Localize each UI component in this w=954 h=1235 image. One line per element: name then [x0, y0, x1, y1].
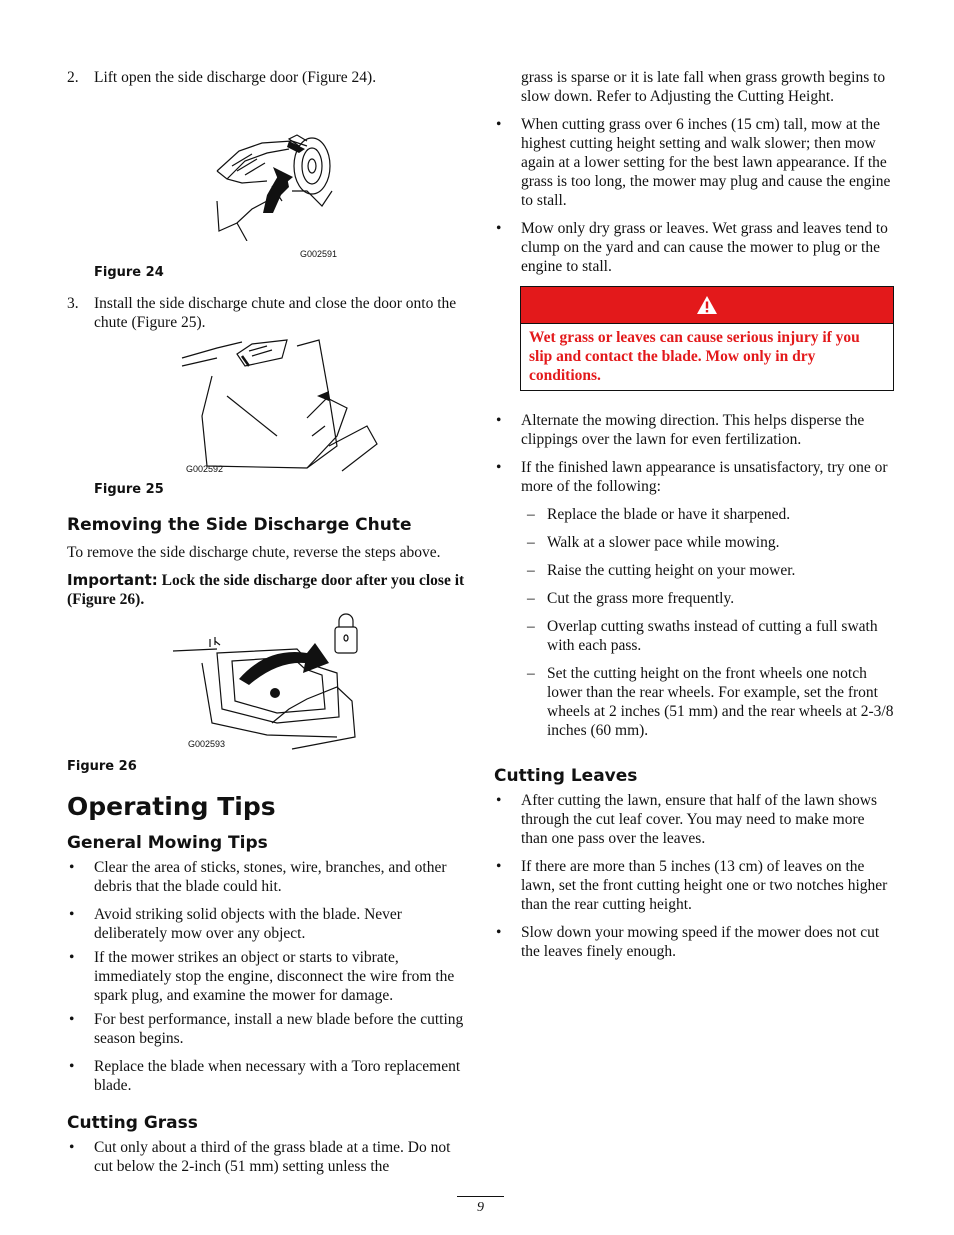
important-note: [67, 571, 467, 609]
install-chute-illustration: [67, 336, 467, 476]
lock-discharge-door-illustration: [67, 613, 467, 753]
section-heading-cutting-leaves: Cutting Leaves: [494, 766, 638, 786]
figure-caption: Figure 25: [94, 482, 164, 497]
step-text: Lift open the side discharge door (Figure 24).: [94, 69, 377, 86]
left-column: [67, 68, 467, 1185]
list-item: • Cut only about a third of the grass blade at a time. Do not cut below the 2-inch (51 mm) setting unless the: [69, 1139, 451, 1175]
figure-26: [67, 613, 467, 753]
dash-list: [494, 505, 894, 740]
step-3: [67, 294, 467, 332]
list-item: • For best performance, install a new blade before the cutting season begins.: [69, 1011, 464, 1047]
page-number: 9: [457, 1196, 504, 1216]
step-number: 3.: [67, 295, 79, 312]
warning-text: Wet grass or leaves can cause serious injury if you slip and contact the blade. Mow only in dry conditions.: [529, 329, 860, 384]
list-item: • Alternate the mowing direction. This helps disperse the clippings over the lawn for even fertilization.: [496, 412, 865, 448]
list-item: • Mow only dry grass or leaves. Wet grass and leaves tend to clump on the yard and can cause the mower to plug or the engine to stall.: [496, 220, 888, 275]
step-text: Install the side discharge chute and close the door onto the chute (Figure 25).: [94, 295, 457, 331]
dash-item: – Walk at a slower pace while mowing.: [527, 534, 780, 551]
right-column: [494, 68, 894, 970]
warning-header-bar: [521, 287, 893, 324]
list-item: • If there are more than 5 inches (13 cm) of leaves on the lawn, set the front cutting height one or two notches higher than the rear cutting height.: [496, 858, 888, 913]
figure-caption: Figure 24: [94, 265, 164, 280]
continued-text: grass is sparse or it is late fall when grass growth begins to slow down. Refer to Adjusting the Cutting Height.: [521, 69, 886, 105]
section-heading-cutting-grass: Cutting Grass: [67, 1113, 198, 1133]
list-item: • Slow down your mowing speed if the mower does not cut the leaves finely enough.: [496, 924, 880, 960]
figure-25: [67, 336, 467, 476]
dash-item: – Set the cutting height on the front wheels one notch lower than the rear wheels. For example, set the front wheels at 2 inches (51 mm) and the rear wheels at 2-3/8 inches (60 mm).: [527, 665, 894, 739]
list-item: • After cutting the lawn, ensure that half of the lawn shows through the cut leaf cover. You may need to make more than one pass over the leaves.: [496, 792, 877, 847]
figure-code: G002593: [188, 739, 226, 749]
page-title: Operating Tips: [67, 792, 276, 821]
section-heading-removing-chute: Removing the Side Discharge Chute: [67, 515, 412, 535]
dash-item: – Cut the grass more frequently.: [527, 590, 735, 607]
removing-text: To remove the side discharge chute, reverse the steps above.: [67, 544, 441, 561]
list-item: • If the mower strikes an object or starts to vibrate, immediately stop the engine, disconnect the wire from the spark plug, and examine the mower for damage.: [69, 949, 455, 1004]
figure-caption: Figure 26: [67, 759, 137, 774]
figure-code: G002592: [186, 464, 224, 474]
warning-triangle-icon: [696, 295, 718, 315]
important-label: Important:: [67, 571, 158, 589]
important-text: Lock the side discharge door after you close it (Figure 26).: [67, 572, 465, 608]
side-discharge-door-illustration: [67, 91, 467, 241]
warning-box: [520, 286, 894, 391]
list-item: • Replace the blade when necessary with a Toro replacement blade.: [69, 1058, 461, 1094]
list-item: • Clear the area of sticks, stones, wire, branches, and other debris that the blade could hit.: [69, 859, 447, 895]
step-2: [67, 68, 467, 87]
general-tips-list: [67, 858, 467, 1095]
dash-item: – Overlap cutting swaths instead of cutting a full swath with each pass.: [527, 618, 878, 654]
list-item: • When cutting grass over 6 inches (15 cm) tall, mow at the highest cutting height setting and walk slower; then mow again at a lower setting for the best lawn appearance. If the grass is too long, the mower may plug and cause the engine to stall.: [496, 116, 891, 209]
dash-item: – Raise the cutting height on your mower.: [527, 562, 796, 579]
figure-code: G002591: [300, 249, 338, 259]
list-item: • If the finished lawn appearance is unsatisfactory, try one or more of the following:: [496, 459, 888, 495]
section-heading-general-tips: General Mowing Tips: [67, 833, 268, 853]
list-item: • Avoid striking solid objects with the blade. Never deliberately mow over any object.: [69, 906, 402, 942]
step-number: 2.: [67, 69, 79, 86]
dash-item: – Replace the blade or have it sharpened.: [527, 506, 791, 523]
figure-24: [67, 91, 467, 259]
